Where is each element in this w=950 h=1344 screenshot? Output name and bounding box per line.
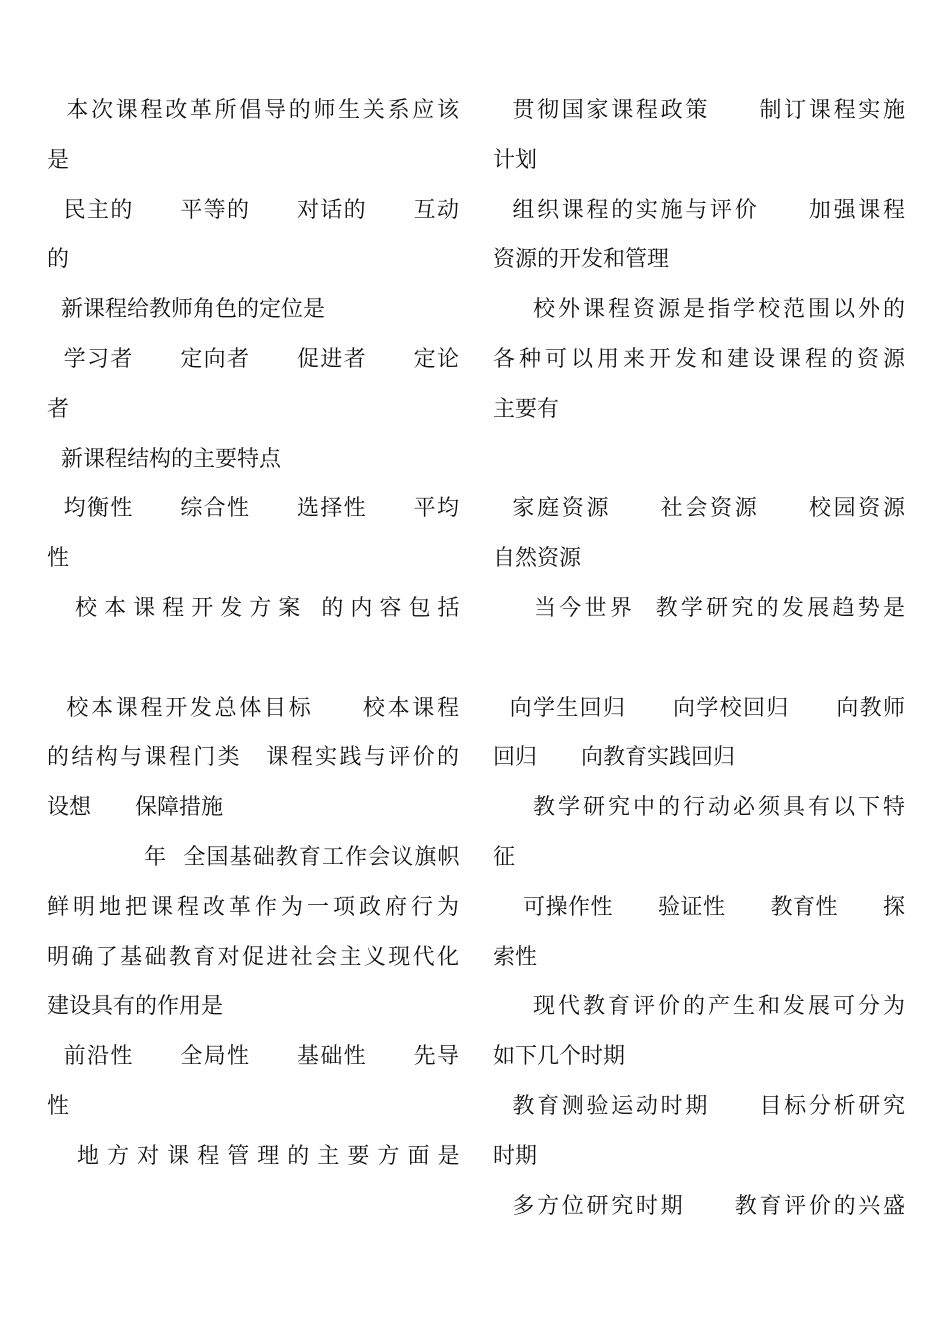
text-line: 民主的 平等的 对话的 互动	[47, 197, 459, 223]
text-line: 教育测验运动时期 目标分析研究	[493, 1093, 905, 1119]
text-line: 学习者 定向者 促进者 定论	[47, 346, 459, 372]
text-line: 是	[47, 147, 70, 173]
text-line	[47, 634, 459, 684]
text-line: 校外课程资源是指学校范围以外的	[493, 297, 905, 323]
text-line: 如下几个时期	[493, 1044, 626, 1070]
text-line	[493, 634, 905, 684]
text-line: 者	[47, 396, 70, 422]
text-line: 年 全国基础教育工作会议旗帜	[47, 844, 459, 870]
text-line: 时期	[493, 1143, 538, 1169]
text-line: 现代教育评价的产生和发展可分为	[493, 994, 905, 1020]
text-line: 索性	[493, 944, 538, 970]
text-line: 鲜明地把课程改革作为一项政府行为	[47, 894, 459, 920]
text-line: 资源的开发和管理	[493, 247, 670, 273]
text-line: 贯彻国家课程政策 制订课程实施	[493, 98, 905, 123]
text-line: 新课程结构的主要特点	[47, 446, 281, 472]
text-line: 校本课程开发总体目标 校本课程	[47, 695, 459, 721]
text-line: 校 本 课 程 开 发 方 案 的 内 容 包 括	[47, 595, 459, 621]
text-line: 均衡性 综合性 选择性 平均	[47, 496, 459, 522]
text-line: 各种可以用来开发和建设课程的资源	[493, 346, 905, 372]
text-line: 可操作性 验证性 教育性 探	[493, 894, 905, 920]
text-line: 主要有	[493, 396, 560, 422]
text-line: 组织课程的实施与评价 加强课程	[493, 197, 905, 223]
text-line: 明确了基础教育对促进社会主义现代化	[47, 944, 459, 970]
text-line: 教学研究中的行动必须具有以下特	[493, 795, 905, 821]
text-line: 新课程给教师角色的定位是	[47, 297, 325, 323]
right-text-column	[493, 86, 905, 1231]
text-line: 性	[47, 546, 70, 572]
text-line: 向学生回归 向学校回归 向教师	[493, 695, 905, 721]
text-line: 回归 向教育实践回归	[493, 745, 736, 771]
text-line: 征	[493, 844, 516, 870]
text-line: 多方位研究时期 教育评价的兴盛	[493, 1193, 905, 1219]
text-line: 性	[47, 1093, 70, 1119]
text-line: 地 方 对 课 程 管 理 的 主 要 方 面 是	[47, 1143, 459, 1169]
text-line	[493, 435, 905, 485]
text-line: 建设具有的作用是	[47, 994, 224, 1020]
text-line: 设想 保障措施	[47, 795, 224, 821]
text-line: 本次课程改革所倡导的师生关系应该	[47, 98, 459, 123]
text-line: 前沿性 全局性 基础性 先导	[47, 1044, 459, 1070]
text-line: 的	[47, 247, 70, 273]
text-line: 的结构与课程门类 课程实践与评价的	[47, 745, 459, 771]
text-line: 家庭资源 社会资源 校园资源	[493, 496, 905, 522]
text-line: 当今世界 教学研究的发展趋势是	[493, 595, 905, 621]
text-line: 自然资源	[493, 546, 582, 572]
text-line: 计划	[493, 147, 538, 173]
left-text-column	[47, 86, 459, 1182]
